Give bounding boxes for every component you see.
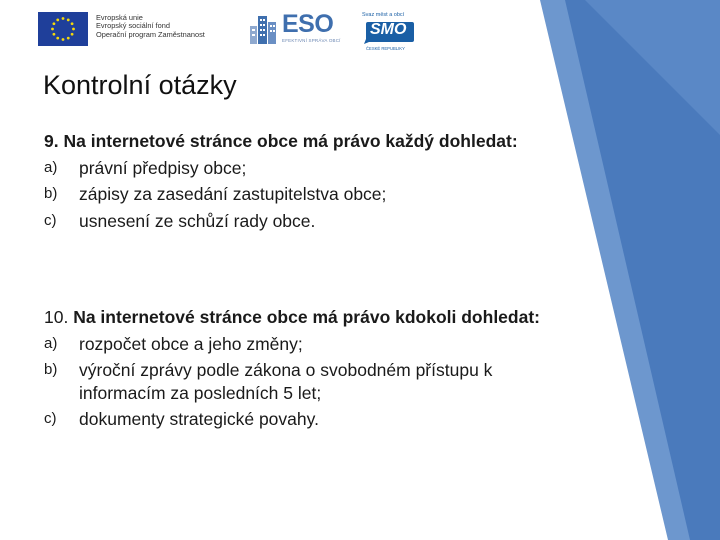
question-9 (44, 130, 564, 232)
eso-buildings-icon (248, 12, 280, 46)
option-text: právní předpisy obce; (79, 157, 247, 178)
eu-flag-icon (38, 12, 88, 46)
eu-star (62, 38, 65, 41)
eu-line-1: Evropská unie (96, 13, 143, 22)
question-10-body: Na internetové stránce obce má právo kdokoli dohledat: (73, 307, 540, 327)
question-9-number: 9. (44, 131, 59, 151)
question-10-option-b (44, 359, 564, 404)
eu-star (71, 22, 74, 25)
eu-star (53, 22, 56, 25)
option-letter: a) (44, 158, 58, 176)
question-10-number: 10. (44, 307, 69, 327)
option-text: rozpočet obce a jeho změny; (79, 333, 303, 354)
eu-star (62, 17, 65, 20)
question-10-text (44, 306, 564, 329)
eu-line-3: Operační program Zaměstnanost (96, 29, 205, 39)
eu-star (72, 28, 75, 31)
eso-logo-tagline: EFEKTIVNÍ SPRÁVA OBCÍ (282, 38, 341, 43)
option-text: výroční zprávy podle zákona o svobodném přístupu k informacím za posledních 5 let; (79, 360, 493, 403)
question-9-option-c (44, 210, 564, 233)
eu-logo-text (96, 14, 205, 39)
question-10-option-a (44, 333, 564, 356)
smo-logo-bottom-text: ČESKÉ REPUBLIKY (366, 46, 405, 51)
question-10-option-c (44, 408, 564, 431)
question-9-text (44, 130, 564, 153)
eu-star (67, 37, 70, 40)
slide-title: Kontrolní otázky (43, 70, 237, 100)
option-letter: c) (44, 410, 57, 427)
eu-star (53, 33, 56, 36)
eu-star (51, 28, 54, 31)
option-text: dokumenty strategické povahy. (79, 409, 319, 429)
smo-logo-wordmark: SMO (370, 21, 407, 38)
logo-bar (0, 0, 720, 60)
question-9-body: Na internetové stránce obce má právo každý dohledat: (63, 131, 518, 151)
option-letter: b) (44, 185, 58, 202)
eu-star (56, 37, 59, 40)
question-9-option-b (44, 183, 564, 206)
eu-star (56, 19, 59, 22)
option-text: usnesení ze schůzí rady obce. (79, 210, 316, 231)
option-text: zápisy za zasedání zastupitelstva obce; (79, 184, 387, 204)
option-letter: a) (44, 334, 58, 352)
eu-line-2: Evropský sociální fond (96, 21, 170, 31)
eu-star (71, 33, 74, 36)
question-9-option-a (44, 157, 564, 180)
eso-logo-wordmark: ESO (282, 10, 334, 38)
smo-logo-top-text: Svaz měst a obcí (362, 12, 405, 18)
question-10 (44, 306, 564, 431)
eu-star (67, 19, 70, 22)
option-letter: b) (44, 361, 58, 378)
option-letter: c) (44, 211, 57, 229)
